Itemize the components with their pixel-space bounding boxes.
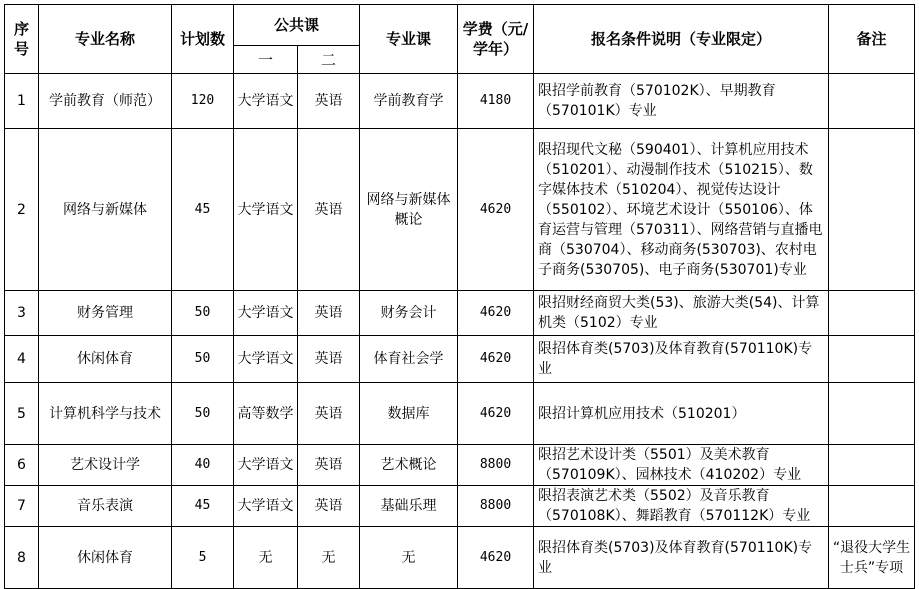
cell-tuition: 8800 bbox=[458, 486, 534, 527]
cell-public-course-2: 英语 bbox=[298, 383, 360, 445]
table-row bbox=[5, 445, 915, 486]
cell-remarks bbox=[829, 291, 915, 336]
cell-plan-count: 45 bbox=[172, 486, 234, 527]
cell-major-name: 休闲体育 bbox=[39, 527, 172, 589]
cell-public-course-2: 英语 bbox=[298, 74, 360, 129]
cell-major-course: 艺术概论 bbox=[360, 445, 458, 486]
cell-public-course-1: 大学语文 bbox=[234, 129, 298, 291]
table-row bbox=[5, 486, 915, 527]
table-row bbox=[5, 383, 915, 445]
cell-seq: 5 bbox=[5, 383, 39, 445]
cell-plan-count: 50 bbox=[172, 383, 234, 445]
enrollment-table bbox=[4, 4, 915, 589]
header-requirements: 报名条件说明（专业限定） bbox=[534, 5, 829, 74]
cell-major-name: 音乐表演 bbox=[39, 486, 172, 527]
cell-plan-count: 120 bbox=[172, 74, 234, 129]
cell-remarks bbox=[829, 383, 915, 445]
cell-public-course-2: 无 bbox=[298, 527, 360, 589]
cell-major-name: 休闲体育 bbox=[39, 336, 172, 383]
cell-public-course-1: 大学语文 bbox=[234, 74, 298, 129]
header-public-courses: 公共课 bbox=[234, 5, 360, 46]
cell-major-name: 学前教育（师范） bbox=[39, 74, 172, 129]
header-tuition: 学费（元/学年） bbox=[458, 5, 534, 74]
cell-public-course-1: 大学语文 bbox=[234, 336, 298, 383]
cell-seq: 8 bbox=[5, 527, 39, 589]
cell-public-course-2: 英语 bbox=[298, 486, 360, 527]
cell-major-course: 学前教育学 bbox=[360, 74, 458, 129]
cell-requirements: 限招财经商贸大类(53)、旅游大类(54)、计算机类（5102）专业 bbox=[534, 291, 829, 336]
cell-remarks: “退役大学生士兵”专项 bbox=[829, 527, 915, 589]
cell-major-course: 基础乐理 bbox=[360, 486, 458, 527]
table-row bbox=[5, 336, 915, 383]
cell-requirements: 限招艺术设计类（5501）及美术教育（570109K）、园林技术（410202）专业 bbox=[534, 445, 829, 486]
cell-plan-count: 40 bbox=[172, 445, 234, 486]
cell-major-name: 网络与新媒体 bbox=[39, 129, 172, 291]
cell-seq: 4 bbox=[5, 336, 39, 383]
cell-requirements: 限招学前教育（570102K）、早期教育（570101K）专业 bbox=[534, 74, 829, 129]
cell-public-course-1: 大学语文 bbox=[234, 486, 298, 527]
cell-seq: 2 bbox=[5, 129, 39, 291]
cell-seq: 6 bbox=[5, 445, 39, 486]
table-row bbox=[5, 74, 915, 129]
cell-public-course-1: 高等数学 bbox=[234, 383, 298, 445]
cell-major-course: 财务会计 bbox=[360, 291, 458, 336]
cell-public-course-2: 英语 bbox=[298, 291, 360, 336]
cell-remarks bbox=[829, 74, 915, 129]
cell-tuition: 4620 bbox=[458, 129, 534, 291]
cell-public-course-2: 英语 bbox=[298, 445, 360, 486]
cell-tuition: 4620 bbox=[458, 291, 534, 336]
cell-tuition: 4620 bbox=[458, 336, 534, 383]
header-public-course-1: 一 bbox=[234, 46, 298, 74]
cell-public-course-1: 大学语文 bbox=[234, 291, 298, 336]
header-major-name: 专业名称 bbox=[39, 5, 172, 74]
cell-tuition: 8800 bbox=[458, 445, 534, 486]
cell-seq: 7 bbox=[5, 486, 39, 527]
cell-tuition: 4620 bbox=[458, 383, 534, 445]
header-seq: 序号 bbox=[5, 5, 39, 74]
cell-major-course: 数据库 bbox=[360, 383, 458, 445]
cell-public-course-2: 英语 bbox=[298, 336, 360, 383]
header-plan-count: 计划数 bbox=[172, 5, 234, 74]
cell-major-course: 无 bbox=[360, 527, 458, 589]
cell-plan-count: 5 bbox=[172, 527, 234, 589]
cell-plan-count: 50 bbox=[172, 291, 234, 336]
cell-major-course: 体育社会学 bbox=[360, 336, 458, 383]
cell-requirements: 限招表演艺术类（5502）及音乐教育（570108K）、舞蹈教育（570112K）专业 bbox=[534, 486, 829, 527]
cell-requirements: 限招现代文秘（590401）、计算机应用技术（510201）、动漫制作技术（510215）、数字媒体技术（510204）、视觉传达设计（550102）、环境艺术设计（550106）、体育运营与管理（570311）、网络营销与直播电商（530704）、移动商务(530703)、农村电子商务(530705)、电子商务(530701)专业 bbox=[534, 129, 829, 291]
header-public-course-2: 二 bbox=[298, 46, 360, 74]
cell-public-course-1: 无 bbox=[234, 527, 298, 589]
cell-seq: 3 bbox=[5, 291, 39, 336]
cell-major-course: 网络与新媒体概论 bbox=[360, 129, 458, 291]
cell-remarks bbox=[829, 129, 915, 291]
table-row bbox=[5, 527, 915, 589]
cell-requirements: 限招体育类(5703)及体育教育(570110K)专业 bbox=[534, 336, 829, 383]
cell-major-name: 财务管理 bbox=[39, 291, 172, 336]
cell-tuition: 4620 bbox=[458, 527, 534, 589]
table-row bbox=[5, 291, 915, 336]
cell-requirements: 限招计算机应用技术（510201） bbox=[534, 383, 829, 445]
header-major-course: 专业课 bbox=[360, 5, 458, 74]
cell-tuition: 4180 bbox=[458, 74, 534, 129]
cell-seq: 1 bbox=[5, 74, 39, 129]
header-remarks: 备注 bbox=[829, 5, 915, 74]
cell-remarks bbox=[829, 445, 915, 486]
cell-remarks bbox=[829, 336, 915, 383]
cell-major-name: 艺术设计学 bbox=[39, 445, 172, 486]
cell-remarks bbox=[829, 486, 915, 527]
table-row bbox=[5, 129, 915, 291]
cell-major-name: 计算机科学与技术 bbox=[39, 383, 172, 445]
cell-plan-count: 45 bbox=[172, 129, 234, 291]
cell-public-course-1: 大学语文 bbox=[234, 445, 298, 486]
cell-public-course-2: 英语 bbox=[298, 129, 360, 291]
cell-requirements: 限招体育类(5703)及体育教育(570110K)专业 bbox=[534, 527, 829, 589]
cell-plan-count: 50 bbox=[172, 336, 234, 383]
